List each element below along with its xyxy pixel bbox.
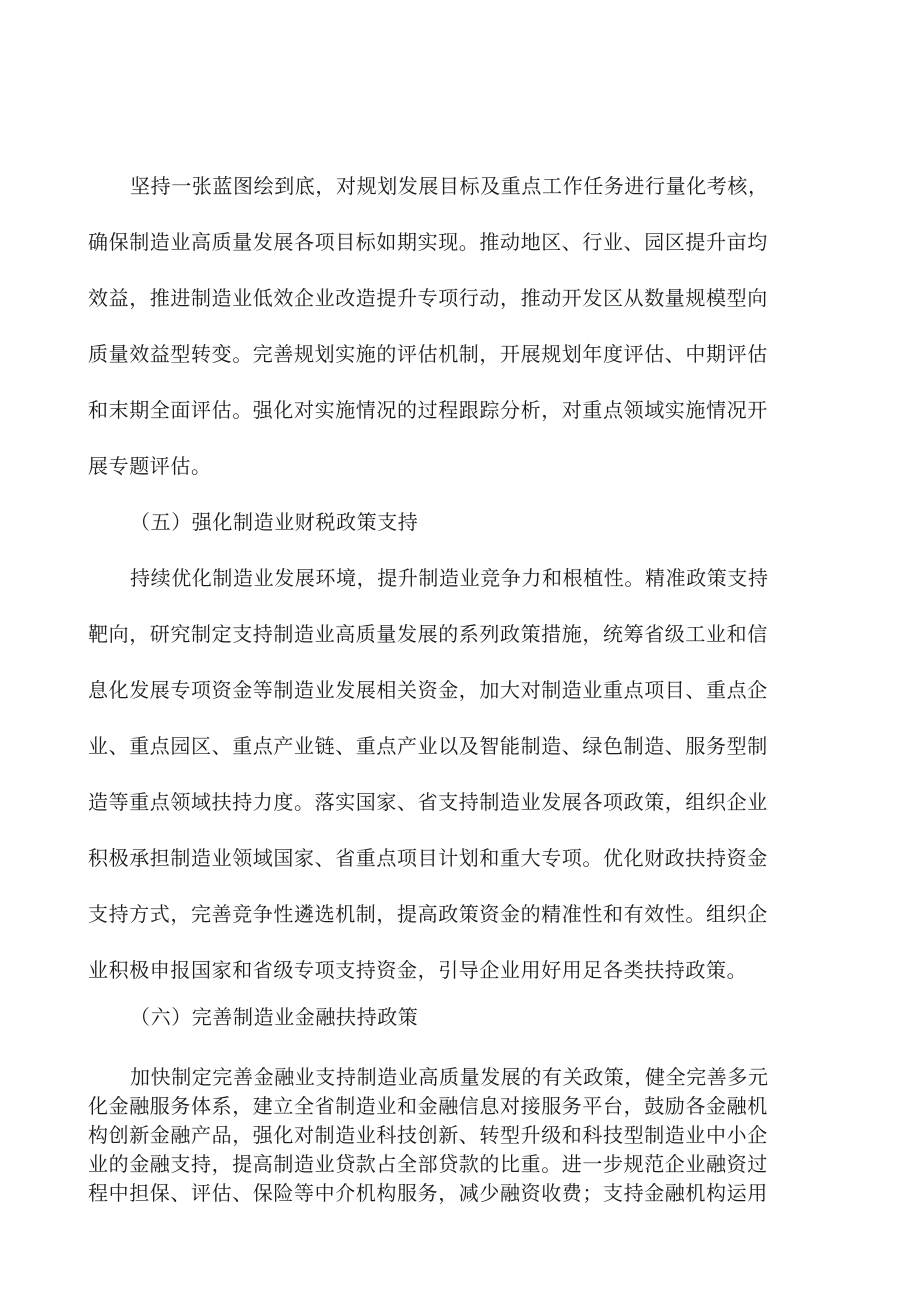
paragraph-line: 质量效益型转变。完善规划实施的评估机制，开展规划年度评估、中期评估 <box>88 342 768 366</box>
section-heading-fiscal-policy: （五）强化制造业财税政策支持 <box>130 510 419 534</box>
paragraph-line: 积极承担制造业领域国家、省重点项目计划和重大专项。优化财政扶持资金 <box>88 846 768 870</box>
paragraph-line: 靶向，研究制定支持制造业高质量发展的系列政策措施，统筹省级工业和信 <box>88 622 768 646</box>
paragraph-line: 展专题评估。 <box>88 454 212 478</box>
paragraph-line: 效益，推进制造业低效企业改造提升专项行动，推动开发区从数量规模型向 <box>88 286 768 310</box>
paragraph-line: 构创新金融产品，强化对制造业科技创新、转型升级和科技型制造业中小企 <box>88 1123 768 1147</box>
paragraph-line: 造等重点领域扶持力度。落实国家、省支持制造业发展各项政策，组织企业 <box>88 790 768 814</box>
paragraph-line: 坚持一张蓝图绘到底，对规划发展目标及重点工作任务进行量化考核， <box>130 174 769 198</box>
paragraph-line: 支持方式，完善竞争性遴选机制，提高政策资金的精准性和有效性。组织企 <box>88 902 768 926</box>
section-heading-financial-policy: （六）完善制造业金融扶持政策 <box>130 1005 419 1029</box>
paragraph-line: 加快制定完善金融业支持制造业高质量发展的有关政策，健全完善多元 <box>130 1065 769 1089</box>
paragraph-line: 程中担保、评估、保险等中介机构服务，减少融资收费；支持金融机构运用 <box>88 1181 768 1205</box>
paragraph-line: 确保制造业高质量发展各项目标如期实现。推动地区、行业、园区提升亩均 <box>88 230 768 254</box>
paragraph-line: 化金融服务体系，建立全省制造业和金融信息对接服务平台，鼓励各金融机 <box>88 1094 768 1118</box>
paragraph-line: 持续优化制造业发展环境，提升制造业竞争力和根植性。精准政策支持 <box>130 566 769 590</box>
paragraph-line: 和末期全面评估。强化对实施情况的过程跟踪分析，对重点领域实施情况开 <box>88 398 768 422</box>
paragraph-line: 业、重点园区、重点产业链、重点产业以及智能制造、绿色制造、服务型制 <box>88 734 768 758</box>
paragraph-line: 业的金融支持，提高制造业贷款占全部贷款的比重。进一步规范企业融资过 <box>88 1152 768 1176</box>
paragraph-line: 息化发展专项资金等制造业发展相关资金，加大对制造业重点项目、重点企 <box>88 678 768 702</box>
paragraph-line: 业积极申报国家和省级专项支持资金，引导企业用好用足各类扶持政策。 <box>88 958 748 982</box>
